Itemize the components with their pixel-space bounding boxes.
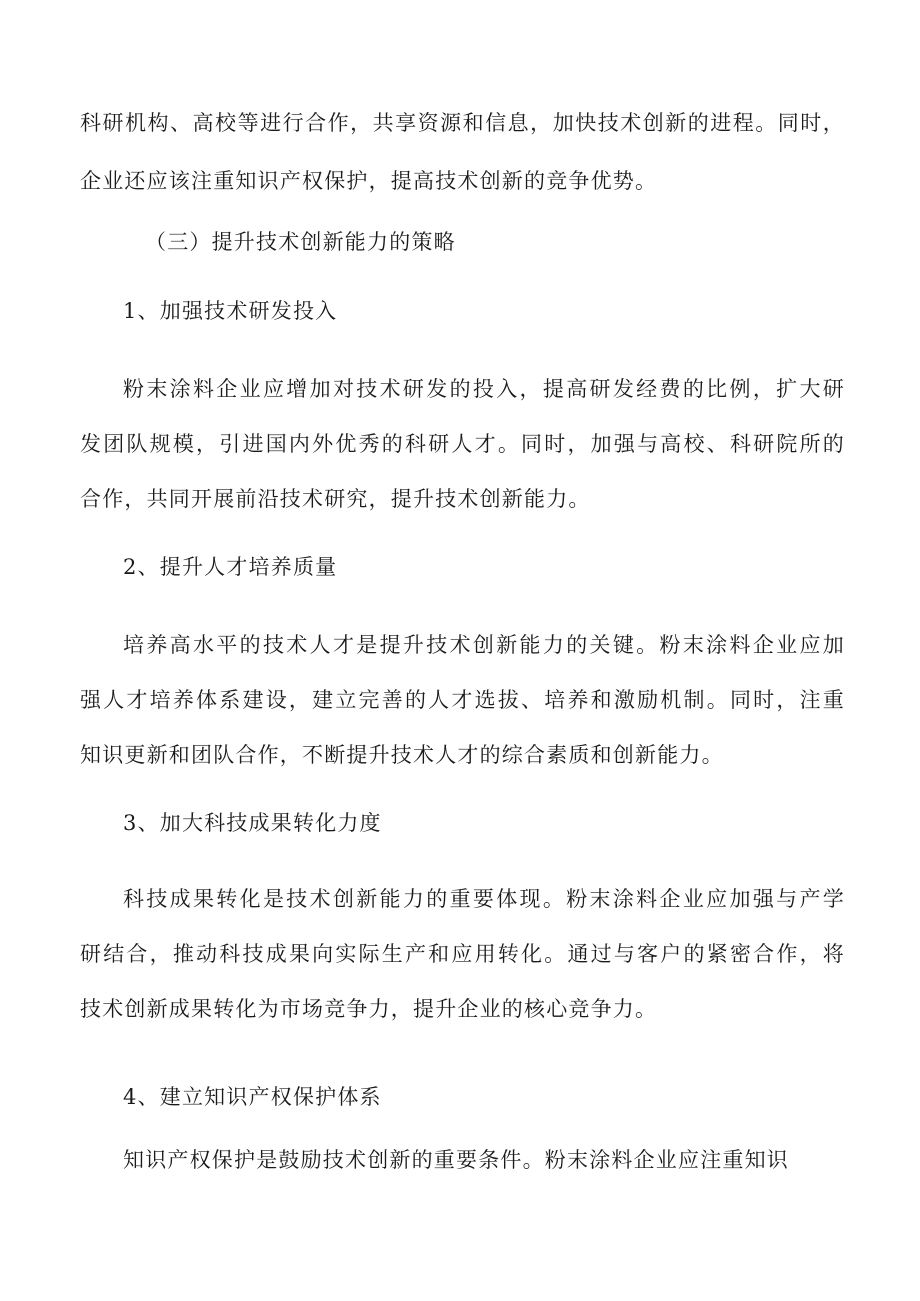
paragraph-line: 科研机构、高校等进行合作，共享资源和信息，加快技术创新的进程。同时， [80, 111, 845, 135]
paragraph-line: 发团队规模，引进国内外优秀的科研人才。同时，加强与高校、科研院所的 [80, 432, 845, 456]
paragraph-line: 粉末涂料企业应增加对技术研发的投入，提高研发经费的比例，扩大研 [123, 377, 845, 401]
paragraph-line: 企业还应该注重知识产权保护，提高技术创新的竞争优势。 [80, 169, 658, 193]
paragraph-line: 知识更新和团队合作，不断提升技术人才的综合素质和创新能力。 [80, 743, 724, 767]
paragraph-line: 强人才培养体系建设，建立完善的人才选拔、培养和激励机制。同时，注重 [80, 688, 845, 712]
paragraph-line: 知识产权保护是鼓励技术创新的重要条件。粉末涂料企业应注重知识 [123, 1148, 789, 1172]
item-title-1: 1、加强技术研发投入 [123, 299, 338, 323]
item-title-2: 2、提升人才培养质量 [123, 555, 338, 579]
paragraph-line: 技术创新成果转化为市场竞争力，提升企业的核心竞争力。 [80, 997, 658, 1021]
paragraph-line: 科技成果转化是技术创新能力的重要体现。粉末涂料企业应加强与产学 [123, 887, 845, 911]
item-title-4: 4、建立知识产权保护体系 [123, 1085, 382, 1109]
paragraph-line: 培养高水平的技术人才是提升技术创新能力的关键。粉末涂料企业应加 [123, 633, 845, 657]
section-heading: （三）提升技术创新能力的策略 [145, 230, 456, 254]
item-title-3: 3、加大科技成果转化力度 [123, 811, 382, 835]
paragraph-line: 研结合，推动科技成果向实际生产和应用转化。通过与客户的紧密合作，将 [80, 942, 845, 966]
paragraph-line: 合作，共同开展前沿技术研究，提升技术创新能力。 [80, 487, 591, 511]
